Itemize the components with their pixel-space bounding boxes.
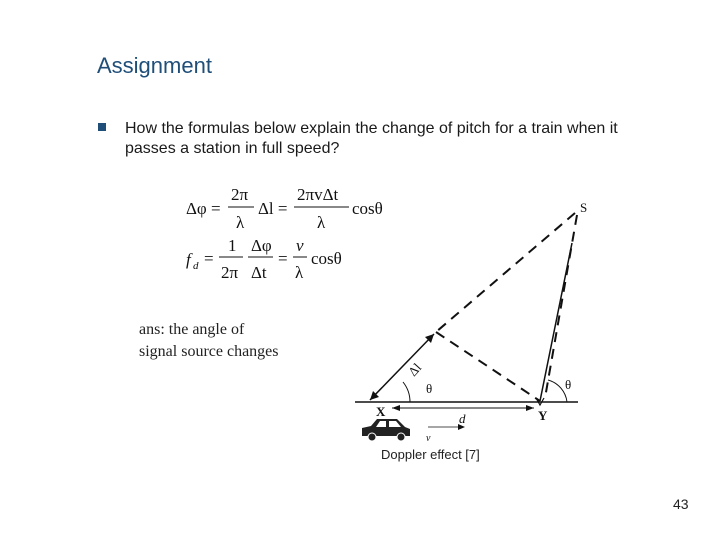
page-number: 43 (673, 496, 689, 512)
formula1-frac1-den: λ (236, 213, 245, 232)
label-delta-l: Δl (405, 360, 425, 380)
figure-caption: Doppler effect [7] (381, 447, 480, 462)
bullet-text: How the formulas below explain the change of pitch for a train when it passes a station in full speed? (125, 120, 618, 157)
slide-title: Assignment (97, 53, 212, 78)
formula2-sub: d (193, 260, 199, 272)
formula2-f: f (186, 250, 191, 269)
formula2-frac3-den: λ (295, 263, 304, 282)
formula1-frac1-num: 2π (231, 185, 249, 204)
d-arrowhead-left (392, 405, 400, 411)
formula2-tail: cosθ (311, 249, 342, 268)
formula2-frac3-num: v (296, 236, 304, 255)
formula2-frac1-den: 2π (221, 263, 239, 282)
dashed-perpendicular-line (436, 332, 540, 401)
formula2-frac2-den: Δt (251, 263, 267, 282)
dashed-source-line (545, 215, 577, 398)
formula2-frac2-num: Δφ (251, 236, 272, 255)
formula1-tail: cosθ (352, 199, 383, 218)
formula1-lhs: Δφ = (186, 199, 221, 218)
formula-2 (186, 236, 342, 282)
answer-line-2: signal source changes (139, 343, 279, 360)
answer-line-1: ans: the angle of (139, 321, 245, 338)
formula-1 (186, 185, 383, 232)
formula2-eq2: = (278, 249, 288, 268)
car-icon (362, 419, 410, 441)
d-arrowhead-right (526, 405, 534, 411)
formula2-eq1: = (204, 249, 214, 268)
answer-text (139, 319, 279, 363)
label-theta-right: θ (565, 377, 572, 392)
label-s: S (580, 200, 588, 215)
theta-arc-left (403, 382, 410, 402)
label-x: X (376, 404, 386, 419)
formula2-frac1-num: 1 (228, 236, 237, 255)
label-v: v (426, 433, 431, 444)
delta-l-arrow (370, 334, 434, 400)
label-y: Y (538, 408, 548, 423)
dashed-wavefront-line (436, 213, 575, 332)
formula1-frac2-den: λ (317, 213, 326, 232)
label-d: d (459, 411, 466, 426)
label-theta-left: θ (426, 381, 433, 396)
formula1-mid: Δl = (258, 199, 288, 218)
formula1-frac2-num: 2πvΔt (297, 185, 339, 204)
doppler-diagram (355, 213, 578, 430)
